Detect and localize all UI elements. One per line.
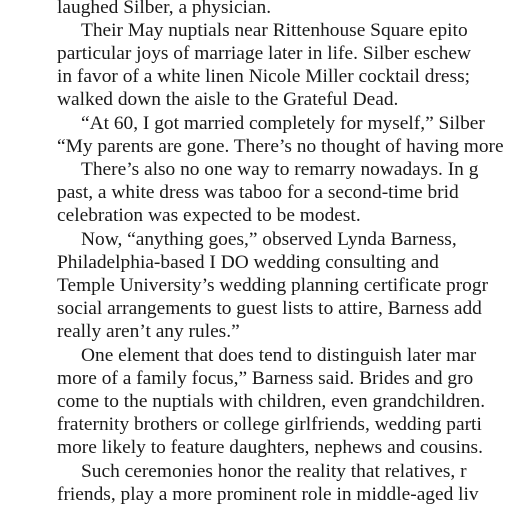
article-line: more likely to feature daughters, nephews and cousins. <box>57 437 483 458</box>
article-line: Such ceremonies honor the reality that relatives, r <box>81 461 467 482</box>
article-line: Philadelphia-based I DO wedding consulting and <box>57 252 439 273</box>
article-line: “At 60, I got married completely for myself,” Silber <box>81 113 485 134</box>
article-line: “My parents are gone. There’s no thought of having more <box>57 136 504 157</box>
article-line: social arrangements to guest lists to attire, Barness add <box>57 298 482 319</box>
article-line: past, a white dress was taboo for a second-time brid <box>57 182 459 203</box>
article-line: particular joys of marriage later in life. Silber eschew <box>57 43 472 64</box>
article-line: walked down the aisle to the Grateful Dead. <box>57 89 399 110</box>
article-line: really aren’t any rules.” <box>57 321 240 342</box>
article-line: in favor of a white linen Nicole Miller cocktail dress; <box>57 66 470 87</box>
article-line: Now, “anything goes,” observed Lynda Barness, <box>81 229 457 250</box>
article-line: Their May nuptials near Rittenhouse Square epito <box>81 20 468 41</box>
article-line: celebration was expected to be modest. <box>57 205 361 226</box>
article-line: friends, play a more prominent role in middle-aged liv <box>57 484 479 505</box>
article-line: One element that does tend to distinguish later mar <box>81 345 477 366</box>
article-line: There’s also no one way to remarry nowadays. In g <box>81 159 479 180</box>
article-line: laughed Silber, a physician. <box>57 0 272 18</box>
article-line: come to the nuptials with children, even grandchildren. <box>57 391 486 412</box>
article-line: Temple University’s wedding planning certificate progr <box>57 275 489 296</box>
article-line: more of a family focus,” Barness said. Brides and gro <box>57 368 474 389</box>
article-line: fraternity brothers or college girlfriends, wedding parti <box>57 414 482 435</box>
